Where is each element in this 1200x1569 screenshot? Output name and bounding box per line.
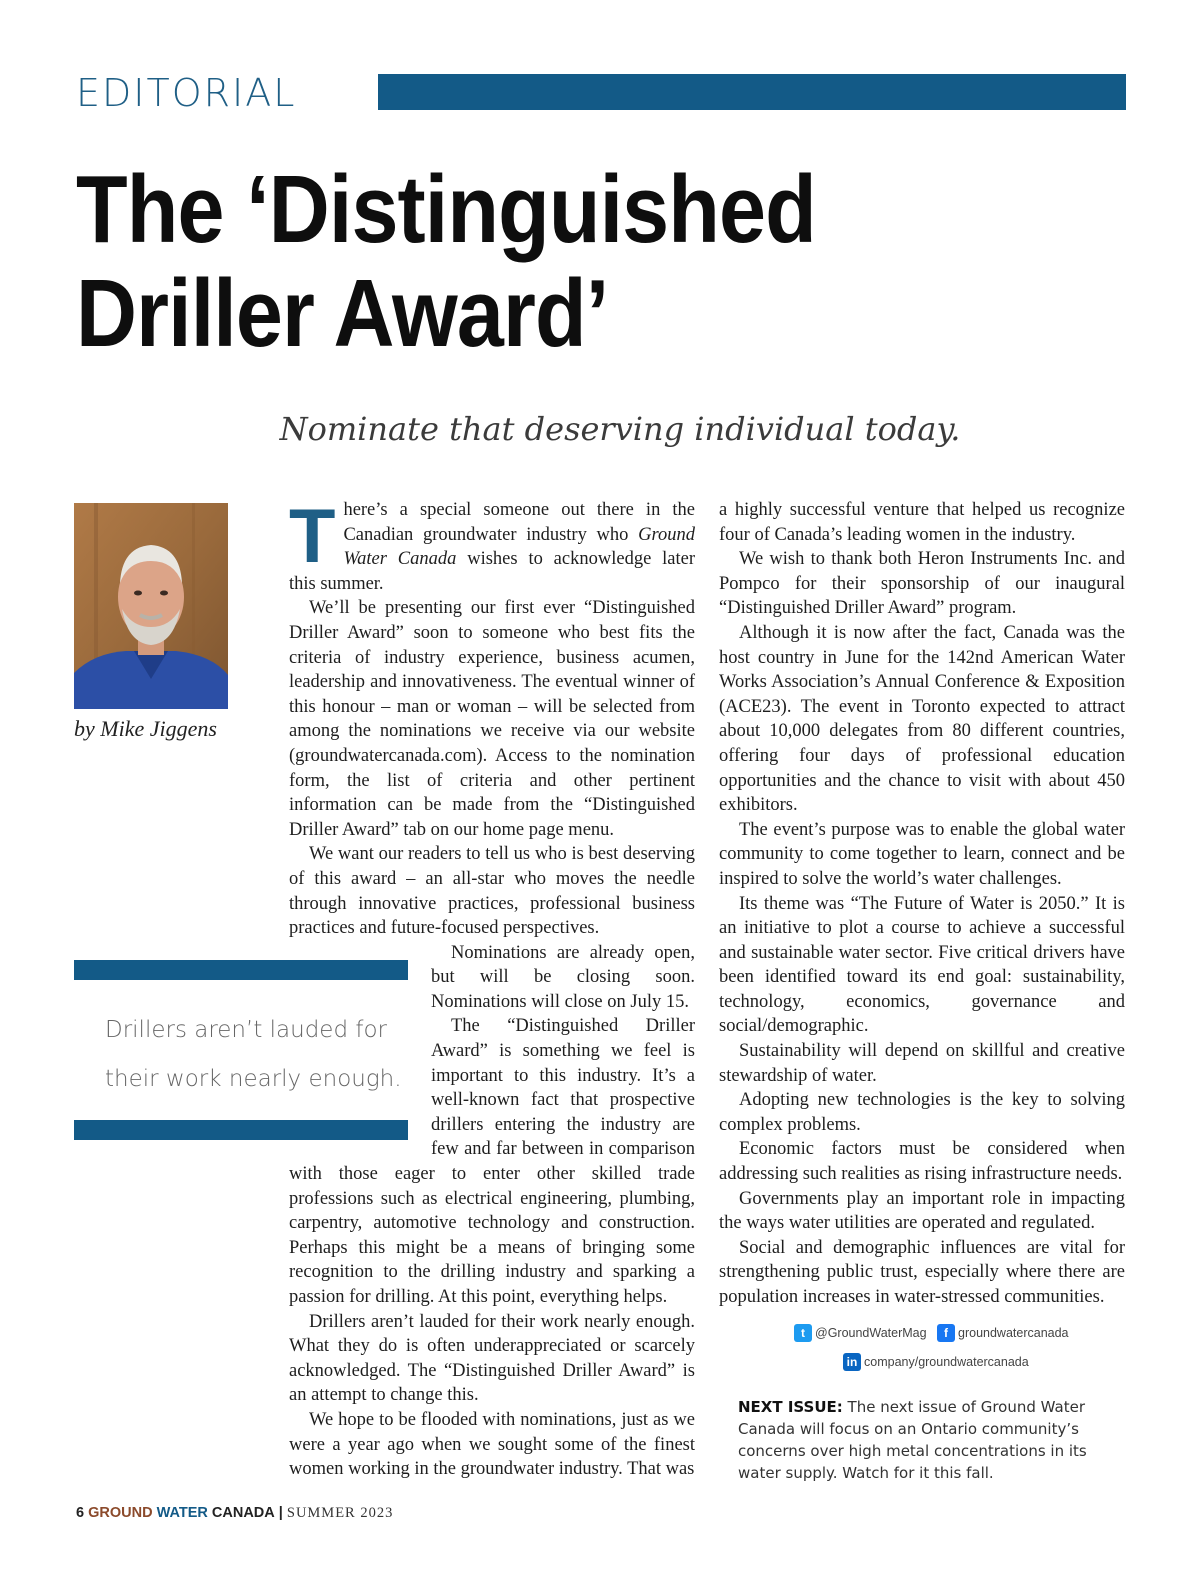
article-paragraph: Drillers aren’t lauded for their work nearly enough. What they do is often underappreciated or scarcely acknowledged. The “Distinguished Driller Award” is an attempt to change this. <box>289 1311 695 1406</box>
article-paragraph: Nominations are already open, but will be closing soon. Nominations will close on July 15. <box>431 942 695 1012</box>
section-label: EDITORIAL <box>76 71 297 115</box>
twitter-link[interactable] <box>794 1324 927 1342</box>
magazine-name-water: WATER <box>156 1505 208 1521</box>
twitter-icon: t <box>794 1324 812 1342</box>
article-paragraph: Sustainability will depend on skillful and creative stewardship of water. <box>719 1041 1125 1086</box>
article-paragraph: The “Distinguished Driller Award” is something we feel is important to this industry. It’s a well-known fact that prospective drillers entering the industry are few and far between in comparison with those eager to enter other skilled trade professions such as electrical engineering, plumbing, carpentry, automotive technology and construction. Perhaps this might be a means of bringing some recognition to the drilling industry and sparking a passion for drilling. At this point, everything helps. <box>289 1016 695 1307</box>
magazine-name-canada: CANADA <box>211 1505 275 1521</box>
facebook-icon: f <box>937 1324 955 1342</box>
article-paragraph: We want our readers to tell us who is best deserving of this award – an all-star who moves the needle through innovative practices, professional business practices and future-focused perspectives. <box>289 844 695 939</box>
magazine-name-ground: GROUND <box>88 1505 153 1521</box>
pull-quote <box>105 1006 405 1104</box>
magazine-name: Ground Water Canada <box>343 524 695 570</box>
facebook-link[interactable] <box>937 1324 1069 1342</box>
article-paragraph: The event’s purpose was to enable the global water community to come together to learn, connect and be inspired to solve the world’s water challenges. <box>719 819 1125 889</box>
next-issue-text: The next issue of Ground Water Canada will focus on an Ontario community’s concerns over high metal concentrations in its water supply. Watch for it this fall. <box>738 1398 1087 1482</box>
facebook-handle: groundwatercanada <box>958 1326 1069 1340</box>
article-paragraph: Social and demographic influences are vital for strengthening public trust, especially where there are population increases in water-stressed communities. <box>719 1237 1125 1307</box>
linkedin-icon: in <box>843 1353 861 1371</box>
headline-line-1: The ‘Distinguished <box>76 156 816 263</box>
issue-label: SUMMER 2023 <box>286 1505 394 1521</box>
article-paragraph: a highly successful venture that helped us recognize four of Canada’s leading women in the industry. <box>719 500 1125 545</box>
pull-quote-line-2: their work nearly enough. <box>105 1066 402 1092</box>
next-issue-label: NEXT ISSUE: <box>738 1398 843 1416</box>
headline-line-2: Driller Award’ <box>76 260 609 367</box>
pull-quote-bottom-bar <box>74 1120 408 1140</box>
article-paragraph <box>289 494 695 596</box>
byline: by Mike Jiggens <box>74 716 217 741</box>
article-text: wishes to acknowledge later this summer. <box>289 549 695 594</box>
article-paragraph: Although it is now after the fact, Canada was the host country in June for the 142nd American Water Works Association’s Annual Conference & Exposition (ACE23). The event in Toronto expected to attract about 10,000 delegates from 80 different countries, offering four days of professional education opportunities and the chance to visit with about 450 exhibitors. <box>719 622 1125 816</box>
linkedin-handle: company/groundwatercanada <box>864 1355 1029 1369</box>
section-header-bar <box>378 74 1126 110</box>
article-paragraph: We’ll be presenting our first ever “Distinguished Driller Award” soon to someone who best fits the criteria of industry experience, business acumen, leadership and innovativeness. The eventual winner of this honour – man or woman – will be selected from among the nominations we receive via our website (groundwatercanada.com). Access to the nomination form, the list of criteria and other pertinent information can be made from the “Distinguished Driller Award” tab on our home page menu. <box>289 598 695 840</box>
deck-subtitle: Nominate that deserving individual today. <box>279 410 961 448</box>
pull-quote-line-1: Drillers aren’t lauded for <box>105 1017 387 1043</box>
next-issue-note <box>738 1396 1128 1484</box>
page-footer <box>76 1505 393 1522</box>
article-paragraph: Its theme was “The Future of Water is 2050.” It is an initiative to plot a course to achieve a successful and sustainable water sector. Five critical drivers have been identified toward its end goal: sustainability, technology, economics, governance and social/demographic. <box>719 893 1125 1037</box>
article-paragraph: We wish to thank both Heron Instruments Inc. and Pompco for their sponsorship of our inaugural “Distinguished Driller Award” program. <box>719 549 1125 619</box>
article-paragraph: Economic factors must be considered when addressing such realities as rising infrastructure needs. <box>719 1139 1125 1185</box>
author-photo <box>74 503 228 709</box>
pull-quote-top-bar <box>74 960 408 980</box>
article-column-1 <box>289 494 695 1482</box>
twitter-handle: @GroundWaterMag <box>815 1326 927 1340</box>
drop-cap: T <box>289 494 336 579</box>
linkedin-link[interactable] <box>843 1353 1029 1371</box>
footer-separator: | <box>278 1505 283 1521</box>
article-text: here’s a special someone out there in the Canadian groundwater industry who <box>343 500 695 545</box>
article-column-2 <box>719 498 1125 1310</box>
article-paragraph: Adopting new technologies is the key to solving complex problems. <box>719 1090 1125 1135</box>
article-paragraph: We hope to be flooded with nominations, just as we were a year ago when we sought some of the finest women working in the groundwater industry. That was <box>289 1409 695 1480</box>
article-paragraph: Governments play an important role in impacting the ways water utilities are operated and regulated. <box>719 1188 1125 1234</box>
page-number: 6 <box>76 1505 85 1521</box>
headline <box>76 158 1009 366</box>
